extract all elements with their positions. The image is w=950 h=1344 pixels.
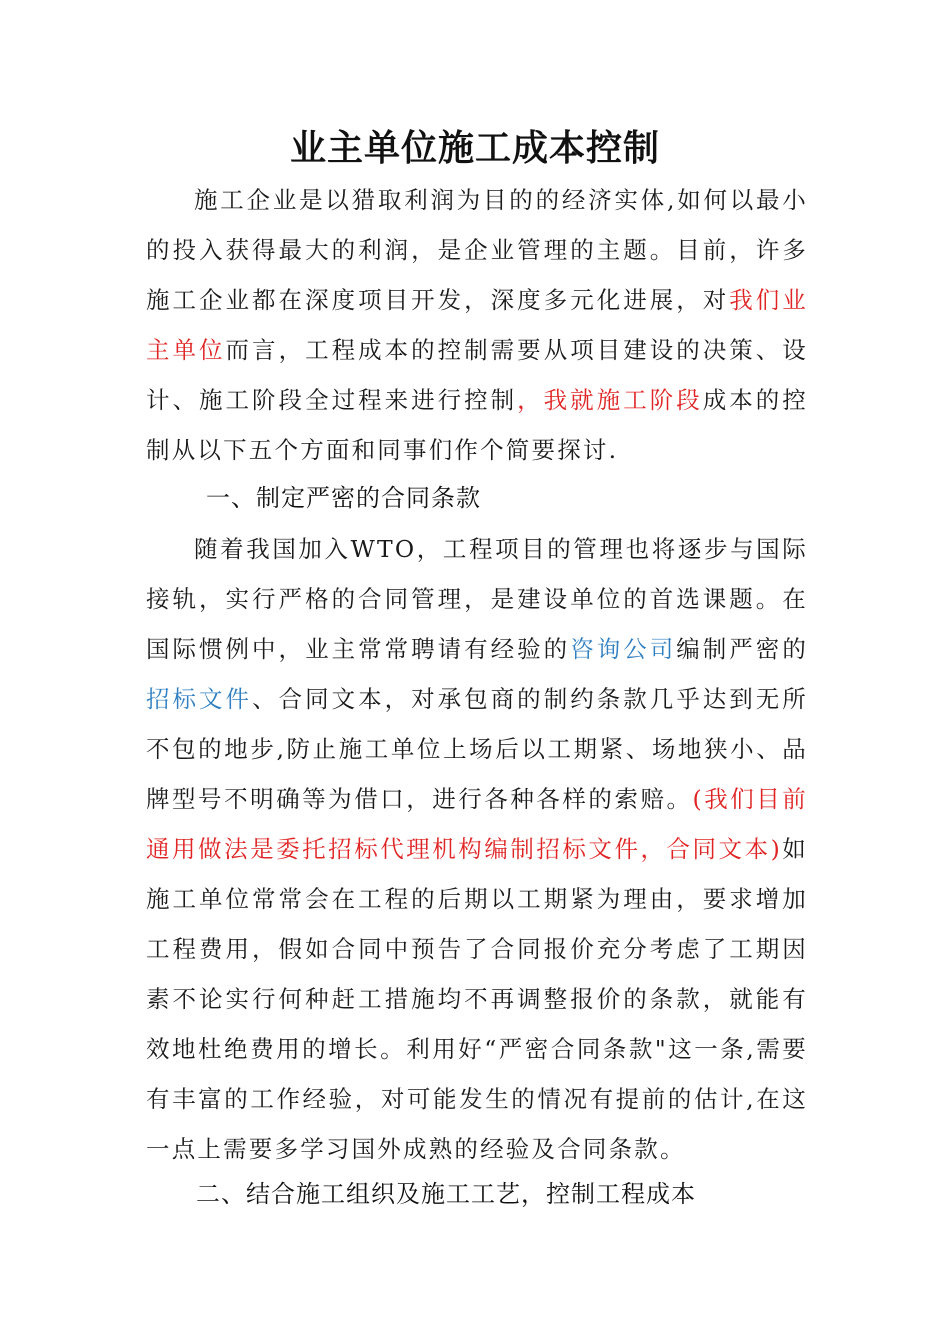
paragraph-intro-text [146, 175, 808, 475]
paragraph-intro [146, 175, 808, 475]
contract-text-4: 如施工单位常常会在工程的后期以工期紧为理由，要求增加工程费用，假如合同中预告了合同报价充分考虑了工期因素不论实行何种赶工措施均不再调整报价的条款，就能有效地杜绝费用的增长。利用好“严密合同条款"这一条,需要有丰富的工作经验，对可能发生的情况有提前的估计,在这一点上需要多学习国外成熟的经验及合同条款。 [146, 835, 808, 1163]
contract-highlight-note: (我们目前通用做法是委托招标代理机构编制招标文件，合同文本) [146, 785, 808, 863]
intro-highlight-construction-stage: ，我就施工阶段 [517, 386, 703, 414]
intro-text-2: 而言，工程成本的控制需要从项目建设的决策、设计、施工阶段全过程来进行控制 [146, 336, 808, 414]
contract-text-3: 、合同文本，对承包商的制约条款几乎达到无所不包的地步,防止施工单位上场后以工期紧、场地狭小、品牌型号不明确等为借口，进行各种各样的索赔。 [146, 685, 808, 813]
contract-text-1: 随着我国加入WTO，工程项目的管理也将逐步与国际接轨，实行严格的合同管理，是建设单位的首选课题。在国际惯例中，业主常常聘请有经验的 [146, 535, 808, 663]
section-heading-2: 二、结合施工组织及施工工艺，控制工程成本 [196, 1180, 696, 1208]
intro-text-1: 施工企业是以猎取利润为目的的经济实体,如何以最小的投入获得最大的利润，是企业管理的主题。目前，许多施工企业都在深度项目开发，深度多元化进展，对 [146, 186, 808, 314]
contract-link-bidding-documents: 招标文件 [146, 685, 253, 713]
section-heading-1: 一、制定严密的合同条款 [206, 484, 481, 512]
paragraph-contract-text [146, 524, 808, 1174]
intro-highlight-owner-unit: 我们业主单位 [146, 286, 808, 364]
contract-text-2: 编制严密的 [676, 635, 809, 663]
intro-text-3: 成本的控制从以下五个方面和同事们作个简要探讨. [146, 386, 808, 464]
document-title: 业主单位施工成本控制 [289, 127, 660, 169]
contract-link-consulting-company: 咨询公司 [570, 635, 677, 663]
paragraph-contract [146, 524, 808, 1174]
